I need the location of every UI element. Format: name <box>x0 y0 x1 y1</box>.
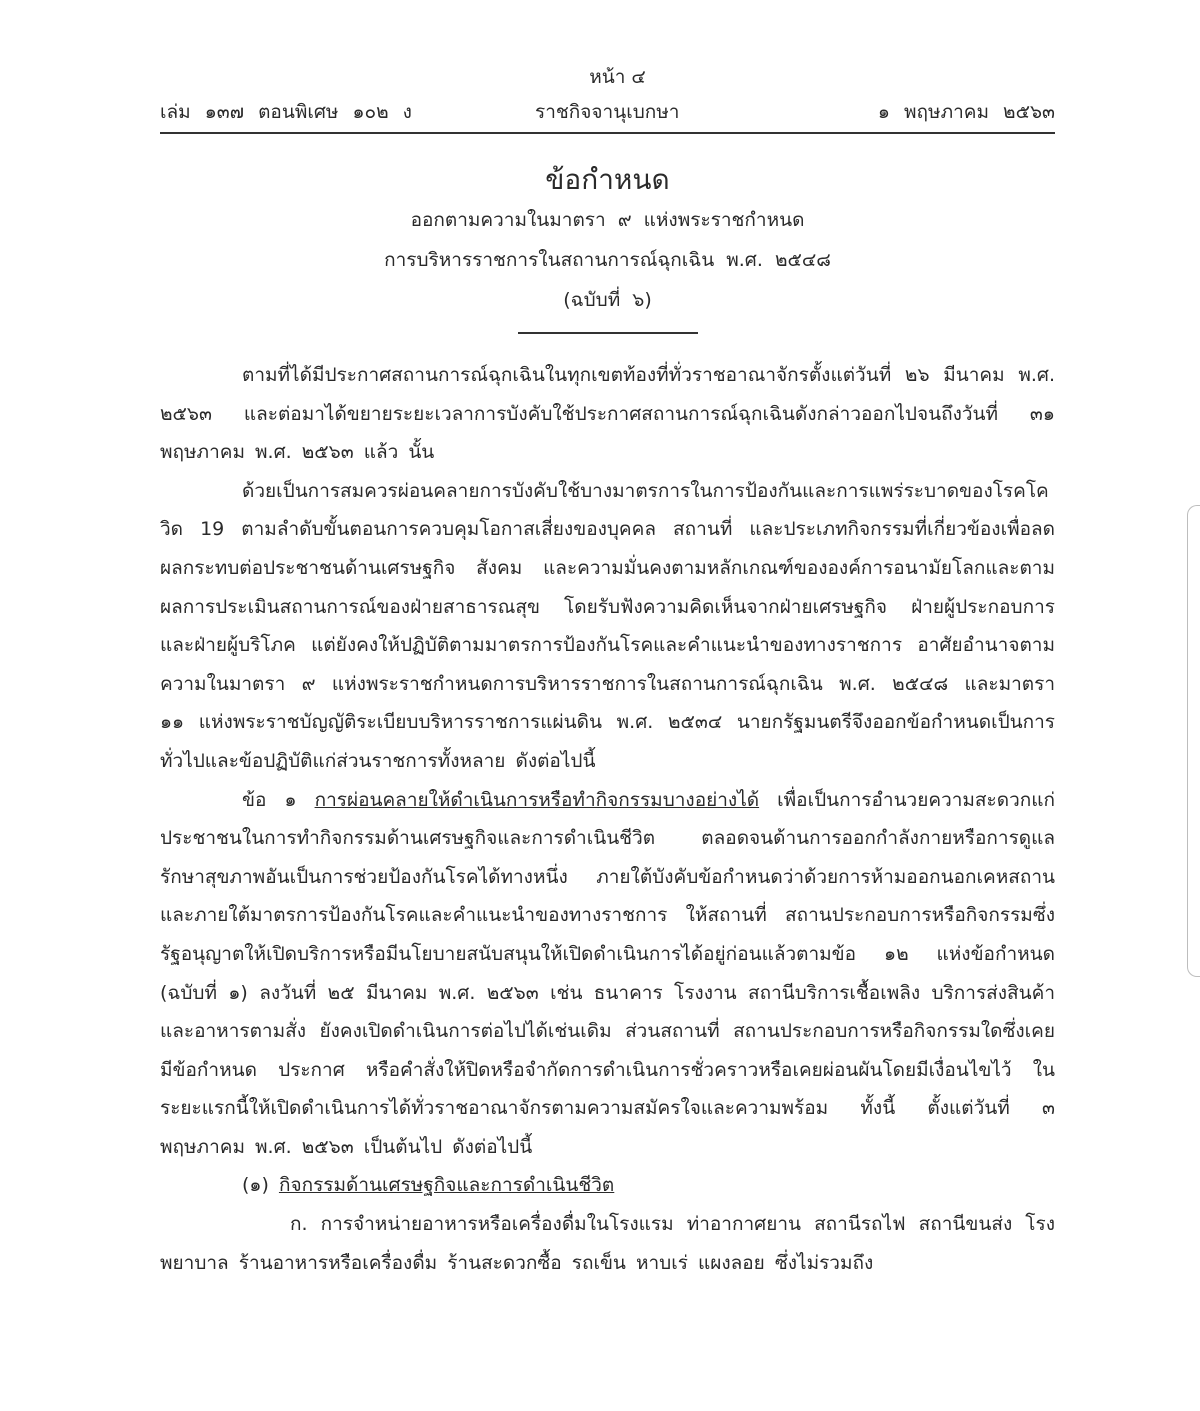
sub-clause-1-heading: กิจกรรมด้านเศรษฐกิจและการดำเนินชีวิต <box>278 1174 615 1197</box>
document-title: ข้อกำหนด <box>545 163 670 196</box>
sub-clause-1-prefix: (๑) <box>242 1174 269 1197</box>
document-subtitle-2: การบริหารราชการในสถานการณ์ฉุกเฉิน พ.ศ. ๒๕๔๘ <box>384 249 831 271</box>
document-body <box>160 356 1055 1282</box>
title-divider <box>518 332 698 334</box>
publication-date: ๑ พฤษภาคม ๒๕๖๓ <box>877 101 1055 123</box>
sub-clause-1 <box>160 1166 1055 1205</box>
volume-info: เล่ม ๑๓๗ ตอนพิเศษ ๑๐๒ ง <box>160 101 412 123</box>
clause-1-heading: การผ่อนคลายให้ดำเนินการหรือทำกิจกรรมบางอย่างได้ <box>314 788 760 811</box>
document-subtitle-1: ออกตามความในมาตรา ๙ แห่งพระราชกำหนด <box>410 209 805 231</box>
clause-1 <box>160 781 1055 1167</box>
paragraph-preamble: ตามที่ได้มีประกาศสถานการณ์ฉุกเฉินในทุกเขตท้องที่ทั่วราชอาณาจักรตั้งแต่วันที่ ๒๖ มีนาคม พ.ศ. ๒๕๖๓ และต่อมาได้ขยายระยะเวลาการบังคับใช้ประกาศสถานการณ์ฉุกเฉินดังกล่าวออกไปจนถึงวันที่ ๓๑ พฤษภาคม พ.ศ. ๒๕๖๓ แล้ว นั้น <box>160 364 1055 464</box>
header-divider <box>160 132 1055 134</box>
gazette-header <box>160 94 1055 130</box>
page-number: หน้า ๔ <box>589 66 646 88</box>
clause-1-prefix: ข้อ ๑ <box>242 788 297 811</box>
document-edition: (ฉบับที่ ๖) <box>563 289 652 311</box>
item-a: ก. การจำหน่ายอาหารหรือเครื่องดื่มในโรงแรม ท่าอากาศยาน สถานีรถไฟ สถานีขนส่ง โรงพยาบาล ร้านอาหารหรือเครื่องดื่ม ร้านสะดวกซื้อ รถเข็น หาบเร่ แผงลอย ซึ่งไม่รวมถึง <box>160 1213 1055 1274</box>
clause-1-text: เพื่อเป็นการอำนวยความสะดวกแก่ประชาชนในการทำกิจกรรมด้านเศรษฐกิจและการดำเนินชีวิต ตลอดจนด้านการออกกำลังกายหรือการดูแลรักษาสุขภาพอันเป็นการช่วยป้องกันโรคได้ทางหนึ่ง ภายใต้บังคับข้อกำหนดว่าด้วยการห้ามออกนอกเคหสถาน และภายใต้มาตรการป้องกันโรคและคำแนะนำของทางราชการ ให้สถานที่ สถานประกอบการหรือกิจกรรมซึ่งรัฐอนุญาตให้เปิดบริการหรือมีนโยบายสนับสนุนให้เปิดดำเนินการได้อยู่ก่อนแล้วตามข้อ ๑๒ แห่งข้อกำหนด (ฉบับที่ ๑) ลงวันที่ ๒๕ มีนาคม พ.ศ. ๒๕๖๓ เช่น ธนาคาร โรงงาน สถานีบริการเชื้อเพลิง บริการส่งสินค้าและอาหารตามสั่ง ยังคงเปิดดำเนินการต่อไปได้เช่นเดิม ส่วนสถานที่ สถานประกอบการหรือกิจกรรมใดซึ่งเคยมีข้อกำหนด ประกาศ หรือคำสั่งให้ปิดหรือจำกัดการดำเนินการชั่วคราวหรือเคยผ่อนผันโดยมีเงื่อนไขไว้ ในระยะแรกนี้ให้เปิดดำเนินการได้ทั่วราชอาณาจักรตามความสมัครใจและความพร้อม ทั้งนี้ ตั้งแต่วันที่ ๓ พฤษภาคม พ.ศ. ๒๕๖๓ เป็นต้นไป ดังต่อไปนี้ <box>160 788 1055 1158</box>
gazette-name: ราชกิจจานุเบกษา <box>535 101 680 123</box>
title-block <box>160 160 1055 334</box>
paragraph-rationale: ด้วยเป็นการสมควรผ่อนคลายการบังคับใช้บางมาตรการในการป้องกันและการแพร่ระบาดของโรคโควิด 19 ตามลำดับขั้นตอนการควบคุมโอกาสเสี่ยงของบุคคล สถานที่ และประเภทกิจกรรมที่เกี่ยวข้องเพื่อลดผลกระทบต่อประชาชนด้านเศรษฐกิจ สังคม และความมั่นคงตามหลักเกณฑ์ขององค์การอนามัยโลกและตามผลการประเมินสถานการณ์ของฝ่ายสาธารณสุข โดยรับฟังความคิดเห็นจากฝ่ายเศรษฐกิจ ฝ่ายผู้ประกอบการ และฝ่ายผู้บริโภค แต่ยังคงให้ปฏิบัติตามมาตรการป้องกันโรคและคำแนะนำของทางราชการ อาศัยอำนาจตามความในมาตรา ๙ แห่งพระราชกำหนดการบริหารราชการในสถานการณ์ฉุกเฉิน พ.ศ. ๒๕๔๘ และมาตรา ๑๑ แห่งพระราชบัญญัติระเบียบบริหารราชการแผ่นดิน พ.ศ. ๒๕๓๔ นายกรัฐมนตรีจึงออกข้อกำหนดเป็นการทั่วไปและข้อปฏิบัติแก่ส่วนราชการทั้งหลาย ดังต่อไปนี้ <box>160 479 1055 772</box>
scroll-handle[interactable] <box>1187 505 1200 977</box>
gazette-page <box>160 60 1055 1282</box>
